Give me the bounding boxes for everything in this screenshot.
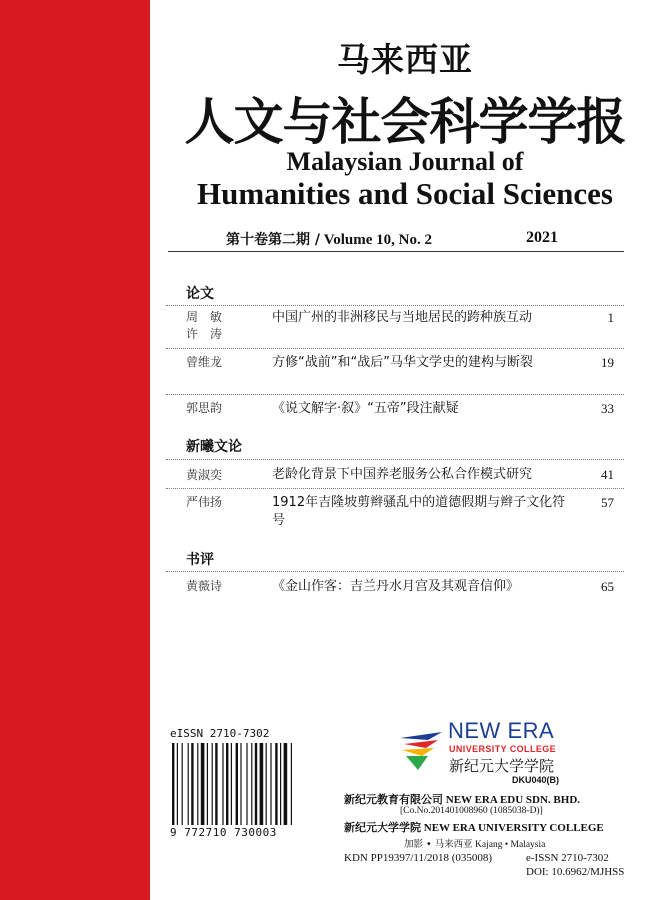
barcode-bar — [266, 743, 267, 825]
barcode — [170, 727, 300, 842]
section-heading: 书评 — [186, 552, 214, 568]
barcode-bar — [284, 743, 288, 825]
article-author: 严伟扬 — [186, 495, 223, 509]
publisher-line1-cn: 新纪元教育有限公司 — [344, 793, 443, 806]
barcode-bar — [236, 743, 238, 825]
barcode-bar — [177, 743, 178, 825]
title-en-line2: Humanities and Social Sciences — [197, 176, 613, 211]
article-page: 1 — [607, 310, 614, 325]
article-page: 65 — [601, 579, 614, 594]
publisher-line4 — [404, 836, 545, 850]
title-cn-small: 马来西亚 — [337, 40, 473, 79]
divider — [166, 571, 624, 572]
logo-name: NEW ERA — [448, 718, 555, 743]
eissn-number: e-ISSN 2710-7302 — [526, 852, 609, 864]
barcode-bar — [291, 743, 292, 825]
barcode-bar — [172, 743, 174, 825]
kdn-number: KDN PP19397/11/2018 (035008) — [344, 852, 493, 864]
barcode-bars — [170, 743, 300, 825]
publisher-line1 — [344, 791, 580, 807]
article-author: 曾维龙 — [186, 355, 223, 369]
article-author: 黄淑奕 — [186, 468, 223, 482]
divider — [166, 488, 624, 489]
new-era-logo-icon — [398, 730, 444, 772]
publisher-line4-en: Kajang • Malaysia — [472, 840, 546, 850]
barcode-bar — [231, 743, 232, 825]
section-heading: 新曦文论 — [186, 439, 242, 455]
doi: DOI: 10.6962/MJHSS — [526, 866, 625, 878]
barcode-bar — [255, 743, 257, 825]
barcode-bar — [212, 743, 213, 825]
section-heading: 论文 — [186, 286, 214, 302]
barcode-bar — [280, 743, 281, 825]
volume-en: Volume 10, No. 2 — [320, 232, 432, 248]
barcode-bar — [260, 743, 264, 825]
barcode-bar — [246, 743, 247, 825]
publisher-line1-en: NEW ERA EDU SDN. BHD. — [443, 794, 581, 806]
publisher-line3 — [344, 819, 604, 835]
barcode-bar — [182, 743, 183, 825]
title-en-line1: Malaysian Journal of — [286, 147, 524, 176]
volume-line — [226, 229, 432, 249]
header-rule — [168, 251, 624, 252]
divider — [166, 305, 624, 306]
barcode-bar — [201, 743, 205, 825]
barcode-issn-label: eISSN 2710-7302 — [170, 727, 270, 740]
publisher-line4-cn: 加影 • 马来西亚 — [404, 839, 473, 850]
publisher-line3-en: NEW ERA UNIVERSITY COLLEGE — [421, 822, 604, 834]
logo-cn-name: 新纪元大学学院 — [449, 757, 555, 775]
barcode-bar — [270, 743, 271, 825]
red-side-bar — [0, 0, 150, 900]
publisher-line3-cn: 新纪元大学学院 — [344, 821, 421, 834]
article-title[interactable]: 《说文解字·叙》“五帝”段注献疑 — [272, 401, 459, 416]
barcode-bar — [191, 743, 193, 825]
article-page: 33 — [601, 401, 614, 416]
barcode-bar — [215, 743, 217, 825]
barcode-bar — [240, 743, 241, 825]
article-page: 41 — [601, 467, 614, 482]
publisher-line2: [Co.No.201401008960 (1085038-D)] — [400, 806, 543, 816]
barcode-bar — [251, 743, 252, 825]
title-cn-big: 人文与社会科学学报 — [184, 93, 626, 151]
barcode-bar — [275, 743, 277, 825]
barcode-bar — [222, 743, 223, 825]
volume-cn: 第十卷第二期 / — [226, 232, 320, 248]
logo-code: DKU040(B) — [512, 775, 560, 785]
barcode-bar — [188, 743, 189, 825]
barcode-digits: 9 772710 730003 — [170, 826, 277, 839]
article-author: 黄薇诗 — [186, 579, 223, 593]
article-title[interactable]: 1912年吉隆坡剪辫骚乱中的道德假期与辫子文化符号 — [272, 495, 566, 528]
barcode-bar — [197, 743, 198, 825]
year: 2021 — [526, 229, 558, 246]
divider — [166, 459, 624, 460]
article-author: 周 敏 许 涛 — [186, 310, 223, 341]
article-title[interactable]: 《金山作客：吉兰丹水月宫及其观音信仰》 — [272, 579, 520, 594]
article-title[interactable]: 方修“战前”和“战后”马华文学史的建构与断裂 — [272, 355, 533, 370]
divider — [166, 348, 624, 349]
logo-subtitle: UNIVERSITY COLLEGE — [449, 744, 557, 754]
barcode-bar — [207, 743, 208, 825]
article-page: 57 — [601, 495, 614, 510]
article-title[interactable]: 中国广州的非洲移民与当地居民的跨种族互动 — [272, 310, 533, 325]
article-page: 19 — [601, 355, 614, 370]
article-author: 郭思韵 — [186, 401, 223, 415]
article-title[interactable]: 老龄化背景下中国养老服务公私合作模式研究 — [272, 467, 533, 482]
barcode-bar — [226, 743, 228, 825]
divider — [166, 394, 624, 395]
